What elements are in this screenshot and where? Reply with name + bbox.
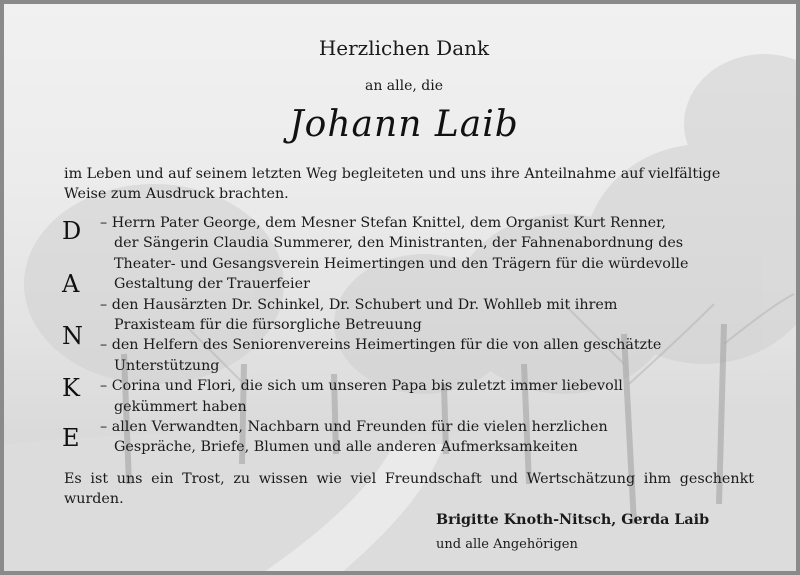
- danke-letter: N: [62, 322, 83, 350]
- notice-content: [4, 4, 800, 575]
- deceased-name: Johann Laib: [289, 104, 519, 145]
- thanks-list: [100, 213, 750, 458]
- thanks-line: gekümmert haben: [114, 398, 247, 415]
- thanks-line: Praxisteam für die fürsorgliche Betreuung: [114, 317, 422, 334]
- thanks-line: Gestaltung der Trauerfeier: [114, 276, 310, 293]
- intro-text: im Leben und auf seinem letzten Weg begleiteten und uns ihre Anteilnahme auf vielfältige Weise zum Ausdruck brachten.: [64, 166, 721, 202]
- closing-text: Es ist uns ein Trost, zu wissen wie viel Freundschaft und Wertschätzung ihm geschenkt wurden.: [64, 471, 754, 507]
- notice-subheading: an alle, die: [364, 78, 444, 94]
- notice-heading: Herzlichen Dank: [318, 36, 490, 60]
- danke-letter: D: [62, 217, 82, 245]
- thanks-line: – Corina und Flori, die sich um unseren Papa bis zuletzt immer liebevoll: [100, 378, 623, 395]
- thanks-line: Theater- und Gesangsverein Heimertingen und den Trägern für die würdevolle: [114, 255, 689, 272]
- danke-letter: K: [62, 374, 80, 402]
- danke-letter: A: [62, 270, 80, 298]
- thanks-line: der Sängerin Claudia Summerer, den Ministranten, der Fahnenabordnung des: [114, 235, 684, 252]
- thanks-line: – Herrn Pater George, dem Mesner Stefan Knittel, dem Organist Kurt Renner,: [100, 215, 666, 231]
- thanks-line: – allen Verwandten, Nachbarn und Freunden für die vielen herzlichen: [100, 419, 608, 436]
- thanks-line: – den Helfern des Seniorenvereins Heimertingen für die von allen geschätzte: [100, 337, 662, 354]
- signer-names: Brigitte Knoth-Nitsch, Gerda Laib: [436, 512, 710, 528]
- thanks-line: Unterstützung: [114, 357, 220, 374]
- thanks-line: Gespräche, Briefe, Blumen und alle anderen Aufmerksamkeiten: [114, 439, 578, 456]
- danke-letter: E: [62, 424, 80, 452]
- thanks-line: – den Hausärzten Dr. Schinkel, Dr. Schubert und Dr. Wohlleb mit ihrem: [100, 296, 618, 313]
- family-line: und alle Angehörigen: [436, 537, 578, 552]
